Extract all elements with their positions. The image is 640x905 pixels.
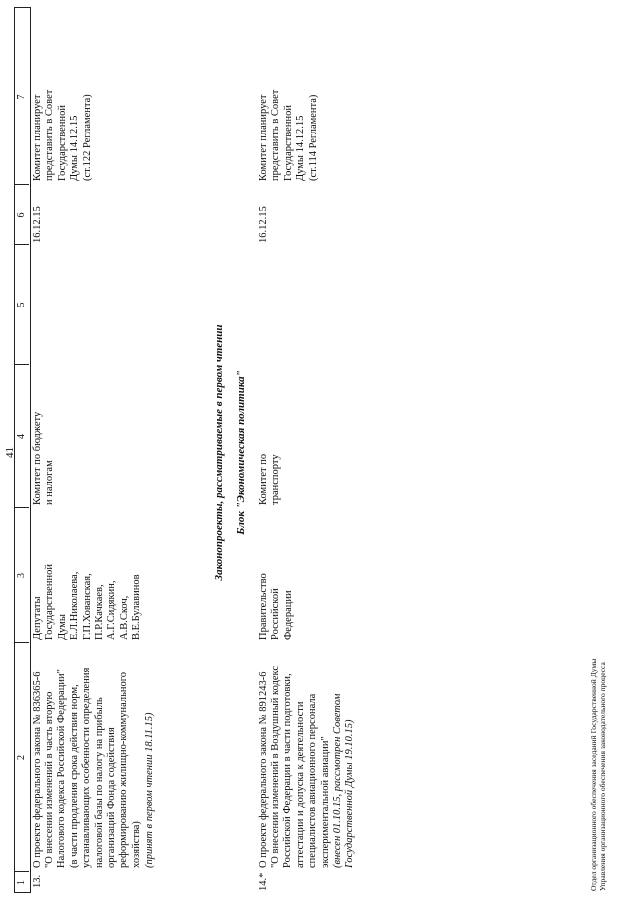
column-header-4: 4 <box>16 434 27 439</box>
column-header-3: 3 <box>16 573 27 578</box>
column-header-1: 1 <box>16 880 27 885</box>
footer-line: Управления организационного обеспечения законодательного процесса <box>598 662 607 891</box>
bill-date: 16.12.15 <box>258 206 269 243</box>
bill-description: "О внесении изменений в часть вторую Налогового кодекса Российской Федерации" (в части продления срока действия норм, устанавливающих особенности определения налоговой базы по налогу на прибыль организаций Фонда содействия реформированию жилищно-коммунального хозяйства) <box>44 667 142 868</box>
bill-description: "О внесении изменений в Воздушный кодекс Российской Федерации в части подготовки, аттестации и допуска к деятельности специалистов авиационного персонала экспериментальной авиации" <box>270 665 331 868</box>
column-header-6: 6 <box>16 212 27 218</box>
bill-initiator: Правительство Российской Федерации <box>258 573 294 640</box>
block-heading: Блок "Экономическая политика" <box>235 370 247 535</box>
bill-title: О проекте федерального закона № 891243-6 <box>258 671 269 868</box>
column-header-7: 7 <box>16 94 27 100</box>
column-header-2: 2 <box>16 755 27 760</box>
row-number: 14.* <box>258 872 269 891</box>
row-number: 13. <box>32 874 43 888</box>
bill-status: Комитет планирует представить в Совет Государственной Думы 14.12.15 (ст.114 Регламента) <box>258 89 319 181</box>
bill-status: Комитет планирует представить в Совет Государственной Думы 14.12.15 (ст.122 Регламента) <box>32 89 93 181</box>
section-heading: Законопроекты, рассматриваемые в первом чтении <box>213 324 225 581</box>
bill-committee: Комитет по транспорту <box>258 453 282 505</box>
page-number: 41 <box>4 447 16 458</box>
bill-date: 16.12.15 <box>32 206 43 243</box>
bill-note: (внесен 01.10.15, рассмотрен Советом Государственной Думы 19.10.15) <box>332 693 356 868</box>
bill-initiator: Депутаты Государственной Думы Е.Л.Николаева, Г.П.Хованская, П.Р.Качкаев, А.Г.Сидякин, А.В.Скоч, В.Е.Булавинов <box>32 564 143 640</box>
bill-committee: Комитет по бюджету и налогам <box>32 411 56 505</box>
column-header-5: 5 <box>16 302 27 308</box>
bill-title: О проекте федерального закона № 836365-6 <box>32 671 43 868</box>
footer-line: Отдел организационного обеспечения заседаний Государственной Думы <box>589 658 598 891</box>
bill-note: (принят в первом чтении 18.11.15) <box>144 712 155 868</box>
